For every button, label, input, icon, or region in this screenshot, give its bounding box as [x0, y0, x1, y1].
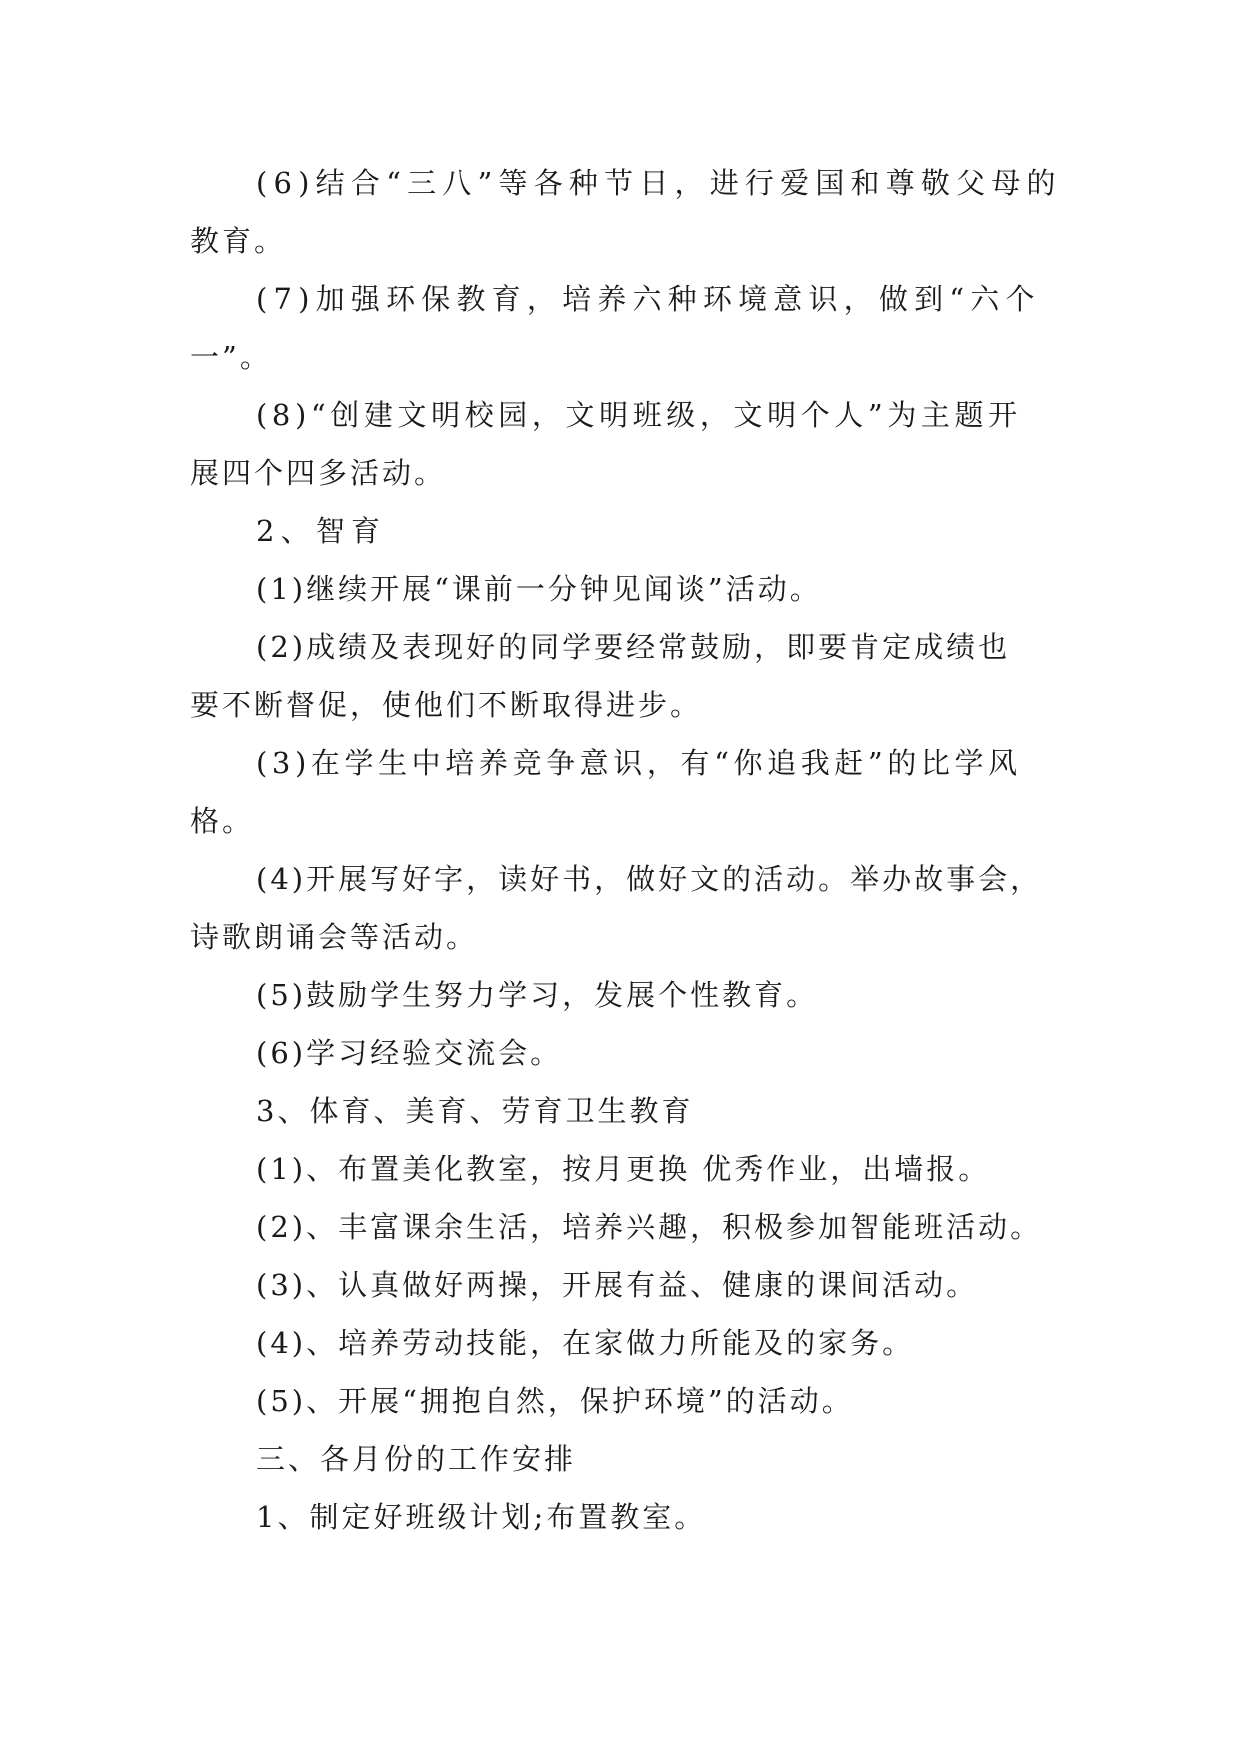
text-line: 要不断督促，使他们不断取得进步。 — [190, 688, 703, 722]
text-line: (1)、布置美化教室，按月更换 优秀作业，出墙报。 — [256, 1152, 991, 1186]
section-heading: 2、智育 — [256, 514, 387, 548]
text-line: 格。 — [190, 804, 255, 838]
text-line: 诗歌朗诵会等活动。 — [190, 920, 479, 954]
text-line: 展四个四多活动。 — [190, 456, 447, 490]
text-line: 教育。 — [190, 224, 287, 258]
text-line: (1)继续开展“课前一分钟见闻谈”活动。 — [256, 572, 822, 606]
text-line: (6)学习经验交流会。 — [256, 1036, 563, 1070]
text-line: (2)成绩及表现好的同学要经常鼓励，即要肯定成绩也 — [256, 630, 1011, 664]
text-line: 一”。 — [190, 340, 272, 374]
text-line: (7)加强环保教育，培养六种环境意识，做到“六个 — [256, 282, 1041, 316]
section-heading: 三、各月份的工作安排 — [256, 1442, 577, 1476]
text-line: (4)开展写好字，读好书，做好文的活动。举办故事会， — [256, 862, 1043, 896]
text-line: (5)、开展“拥抱自然，保护环境”的活动。 — [256, 1384, 854, 1418]
text-line: (3)、认真做好两操，开展有益、健康的课间活动。 — [256, 1268, 979, 1302]
text-line: (2)、丰富课余生活，培养兴趣，积极参加智能班活动。 — [256, 1210, 1043, 1244]
section-heading: 3、体育、美育、劳育卫生教育 — [256, 1094, 694, 1128]
text-line: (6)结合“三八”等各种节日，进行爱国和尊敬父母的 — [256, 166, 1062, 200]
text-line: (8)“创建文明校园，文明班级，文明个人”为主题开 — [256, 398, 1022, 432]
text-line: (5)鼓励学生努力学习，发展个性教育。 — [256, 978, 819, 1012]
text-line: 1、制定好班级计划;布置教室。 — [256, 1500, 707, 1534]
text-line: (3)在学生中培养竞争意识，有“你追我赶”的比学风 — [256, 746, 1022, 780]
text-line: (4)、培养劳动技能，在家做力所能及的家务。 — [256, 1326, 915, 1360]
